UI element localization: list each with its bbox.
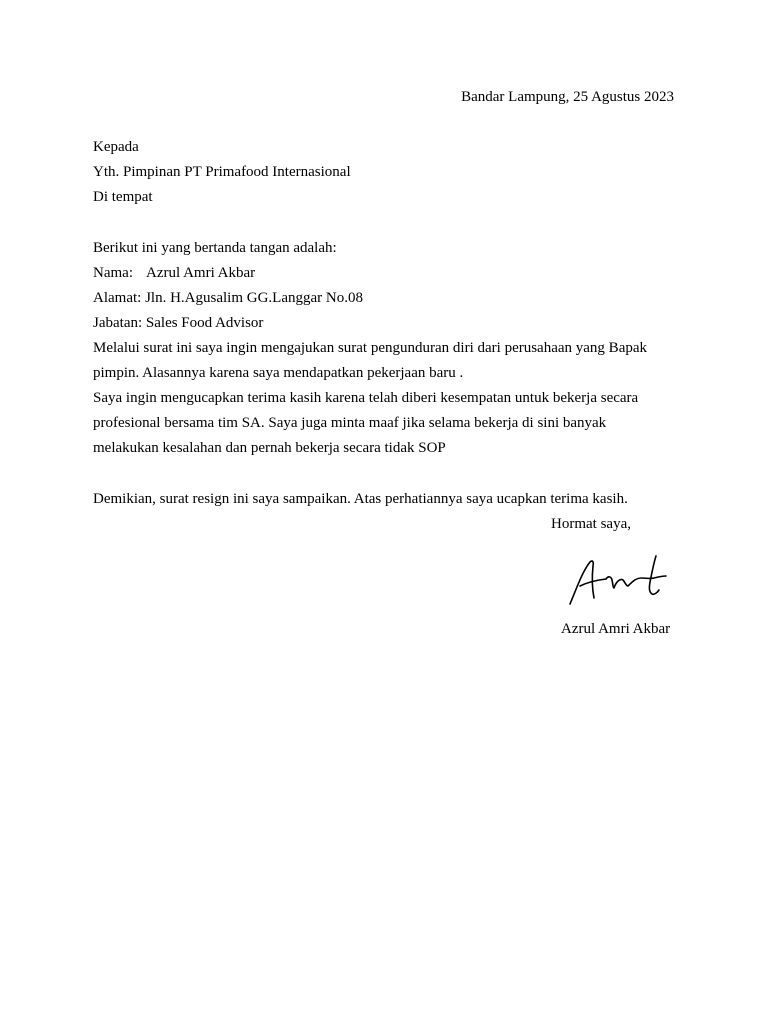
address-line: Alamat: Jln. H.Agusalim GG.Langgar No.08 (93, 290, 363, 306)
body-line: Melalui surat ini saya ingin mengajukan surat pengunduran diri dari perusahaan yang Bapak (93, 340, 648, 356)
handwritten-signature (562, 552, 674, 612)
name-value: Azrul Amri Akbar (146, 265, 256, 281)
signature-name: Azrul Amri Akbar (561, 621, 671, 637)
body-line: pimpin. Alasannya karena saya mendapatkan pekerjaan baru . (93, 365, 464, 381)
closing-text: Demikian, surat resign ini saya sampaikan. Atas perhatiannya saya ucapkan terima kasih. (93, 491, 628, 507)
intro-text: Berikut ini yang bertanda tangan adalah: (93, 240, 337, 256)
recipient-addressee: Yth. Pimpinan PT Primafood Internasional (93, 164, 351, 180)
body-line: melakukan kesalahan dan pernah bekerja secara tidak SOP (93, 440, 446, 456)
body-line: profesional bersama tim SA. Saya juga minta maaf jika selama bekerja di sini banyak (93, 415, 607, 431)
position-line: Jabatan: Sales Food Advisor (93, 315, 264, 331)
sign-off: Hormat saya, (551, 516, 631, 532)
place-date: Bandar Lampung, 25 Agustus 2023 (461, 89, 674, 105)
recipient-to-label: Kepada (93, 139, 139, 155)
name-label: Nama: (93, 265, 133, 281)
body-line: Saya ingin mengucapkan terima kasih karena telah diberi kesempatan untuk bekerja secara (93, 390, 639, 406)
recipient-location: Di tempat (93, 189, 153, 205)
